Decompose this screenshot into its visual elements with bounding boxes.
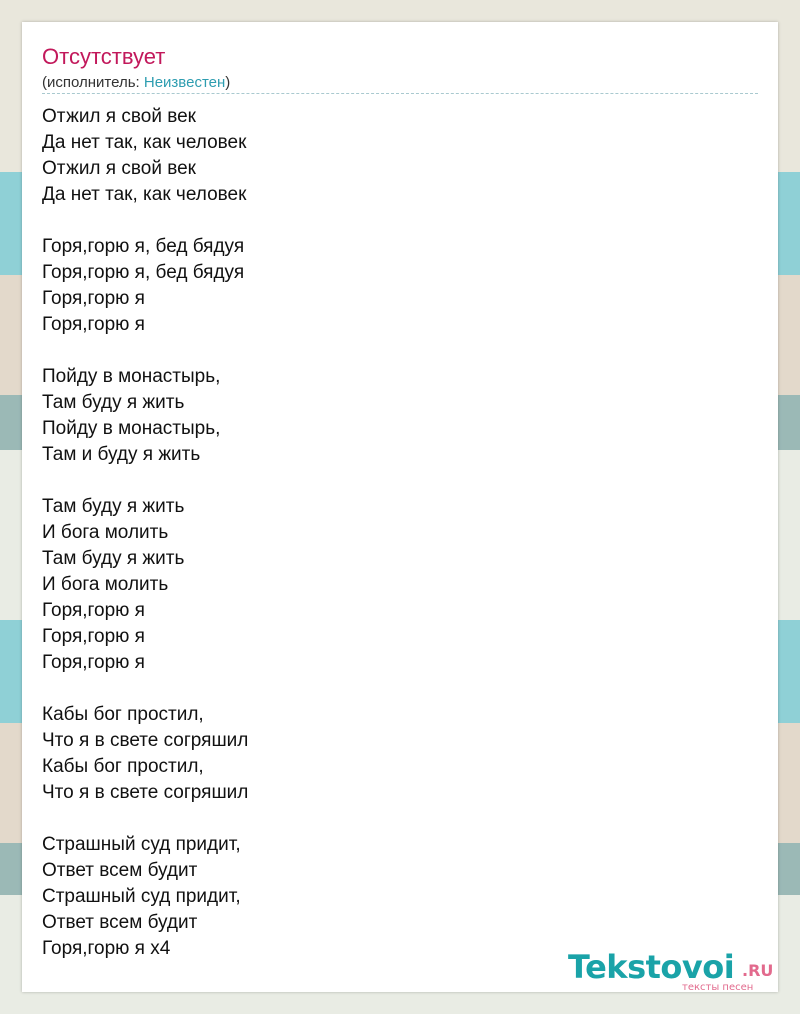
lyric-line: Там буду я жить [42, 548, 185, 569]
lyric-line: Горя,горю я [42, 288, 145, 309]
lyric-line: Отжил я свой век [42, 106, 196, 127]
lyric-line: И бога молить [42, 522, 169, 543]
logo-tagline: тексты песен [682, 982, 754, 993]
lyric-line: Страшный суд придит, [42, 834, 241, 855]
site-logo[interactable] [568, 949, 778, 991]
lyric-line: Горя,горю я [42, 652, 145, 673]
lyric-line: Пойду в монастырь, [42, 366, 221, 387]
lyric-line: И бога молить [42, 574, 169, 595]
artist-line [42, 74, 230, 92]
lyric-line [42, 468, 742, 494]
lyric-line: Там буду я жить [42, 496, 185, 517]
lyrics-text [42, 104, 742, 962]
header-divider [42, 93, 758, 94]
lyric-line: Горя,горю я [42, 626, 145, 647]
lyric-line: Ответ всем будит [42, 860, 198, 881]
artist-prefix: (исполнитель: [42, 74, 144, 91]
lyric-line: Горя,горю я, бед бядуя [42, 262, 245, 283]
logo-domain: .RU [742, 961, 774, 980]
lyric-line: Там буду я жить [42, 392, 185, 413]
logo-wordmark: Tekstovoi [568, 948, 735, 986]
lyric-line: Кабы бог простил, [42, 756, 204, 777]
lyric-line [42, 208, 742, 234]
lyric-line [42, 338, 742, 364]
lyric-line: Горя,горю я, бед бядуя [42, 236, 245, 257]
lyric-line: Пойду в монастырь, [42, 418, 221, 439]
lyrics-card [22, 22, 778, 992]
lyric-line [42, 676, 742, 702]
artist-suffix: ) [225, 74, 231, 91]
lyric-line: Что я в свете согряшил [42, 782, 249, 803]
lyric-line: Страшный суд придит, [42, 886, 241, 907]
lyric-line: Горя,горю я [42, 314, 145, 335]
lyric-line: Горя,горю я х4 [42, 938, 171, 959]
lyric-line [42, 806, 742, 832]
lyric-line: Да нет так, как человек [42, 184, 247, 205]
lyric-line: Ответ всем будит [42, 912, 198, 933]
song-title: Отсутствует [42, 44, 166, 69]
artist-link[interactable]: Неизвестен [143, 74, 226, 91]
lyric-line: Что я в свете согряшил [42, 730, 249, 751]
lyric-line: Отжил я свой век [42, 158, 196, 179]
lyric-line: Там и буду я жить [42, 444, 201, 465]
lyric-line: Горя,горю я [42, 600, 145, 621]
lyric-line: Кабы бог простил, [42, 704, 204, 725]
lyric-line: Да нет так, как человек [42, 132, 247, 153]
